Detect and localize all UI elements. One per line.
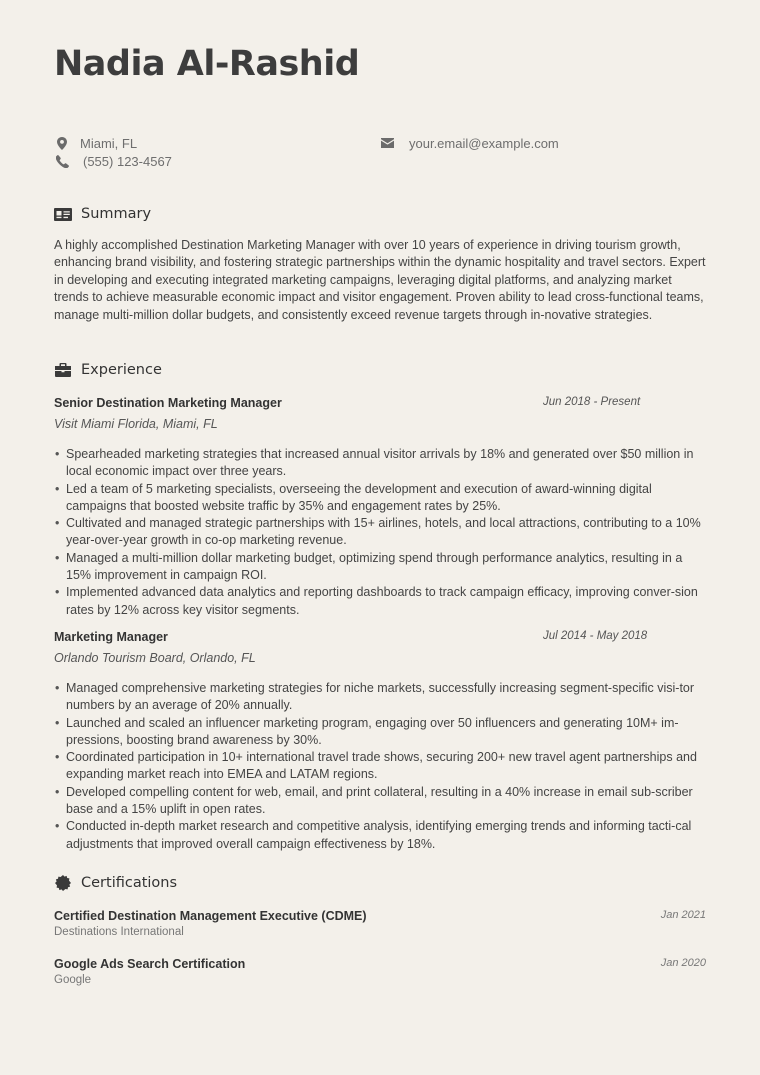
cert-date: Jan 2020: [660, 957, 706, 969]
list-item: • Cultivated and managed strategic partnerships with 15+ airlines, hotels, and local attractions, contributing to a 10% year-over-year growth in co-op marketing revenue.: [54, 515, 706, 550]
job-bullets: [54, 446, 706, 619]
candidate-name: Nadia Al-Rashid: [54, 44, 360, 84]
job-organization: Orlando Tourism Board, Orlando, FL: [54, 651, 256, 665]
experience-heading: [54, 361, 162, 379]
map-pin-icon: [54, 135, 70, 151]
phone-icon: [54, 153, 70, 169]
briefcase-icon: [54, 361, 72, 379]
job-organization: Visit Miami Florida, Miami, FL: [54, 417, 218, 431]
cert-title: Google Ads Search Certification: [54, 957, 246, 971]
envelope-icon: [379, 135, 395, 151]
cert-organization: Google: [54, 974, 92, 986]
location-text: Miami, FL: [80, 135, 138, 151]
phone-text: (555) 123-4567: [83, 153, 172, 169]
list-item: • Managed comprehensive marketing strategies for niche markets, successfully increasing segment-specific visi-tor numbers by an average of 20% annually.: [54, 680, 706, 715]
job-title: Senior Destination Marketing Manager: [54, 396, 282, 410]
summary-text: A highly accomplished Destination Marketing Manager with over 10 years of experience in driving tourism growth, enhancing brand visibility, and fostering strategic partnerships within the dynamic hospitality and travel sectors. Expert in developing and executing integrated marketing campaigns, leveraging digital platforms, and analyzing market trends to achieve measurable economic impact and visitor engagement. Proven ability to lead cross-functional teams, manage multi-million dollar budgets, and consistently exceed revenue targets through in-novative strategies.: [54, 238, 706, 322]
list-item: • Managed a multi-million dollar marketing budget, optimizing spend through performance analytics, resulting in a 15% improvement in campaign ROI.: [54, 550, 706, 585]
experience-title: Experience: [81, 362, 162, 378]
contact-email[interactable]: [379, 135, 559, 151]
list-item: • Spearheaded marketing strategies that increased annual visitor arrivals by 18% and generated over $50 million in local economic impact over three years.: [54, 446, 706, 481]
job-date: Jun 2018 - Present: [543, 396, 641, 408]
list-item: • Launched and scaled an influencer marketing program, engaging over 50 influencers and generating 10M+ im-pressions, boosting brand awareness by 30%.: [54, 715, 706, 750]
job-bullets: [54, 680, 706, 853]
list-item: • Coordinated participation in 10+ international travel trade shows, securing 200+ new travel agent partnerships and expanding market reach into EMEA and LATAM regions.: [54, 749, 706, 784]
cert-title: Certified Destination Management Executive (CDME): [54, 909, 367, 923]
list-item: • Developed compelling content for web, email, and print collateral, resulting in a 40% increase in email sub-scriber base and a 15% uplift in open rates.: [54, 784, 706, 819]
list-item: • Conducted in-depth market research and competitive analysis, identifying emerging trends and informing tacti-cal adjustments that improved overall campaign effectiveness by 18%.: [54, 818, 706, 853]
certifications-title: Certifications: [81, 875, 178, 891]
cert-date: Jan 2021: [660, 909, 706, 921]
certifications-heading: [54, 874, 177, 892]
list-item: • Led a team of 5 marketing specialists, overseeing the development and execution of award-winning digital campaigns that boosted website traffic by 35% and engagement rates by 25%.: [54, 481, 706, 516]
cert-organization: Destinations International: [54, 926, 184, 938]
badge-icon: [54, 874, 72, 892]
list-item: • Implemented advanced data analytics and reporting dashboards to track campaign efficacy, improving conver-sion rates by 12% across key visitor segments.: [54, 584, 706, 619]
contact-phone: [54, 153, 172, 169]
contact-location: [54, 135, 137, 151]
job-date: Jul 2014 - May 2018: [543, 630, 648, 642]
job-title: Marketing Manager: [54, 630, 168, 644]
id-card-icon: [54, 205, 72, 223]
summary-title: Summary: [81, 206, 152, 222]
email-text[interactable]: your.email@example.com: [409, 135, 559, 151]
summary-heading: [54, 205, 151, 223]
